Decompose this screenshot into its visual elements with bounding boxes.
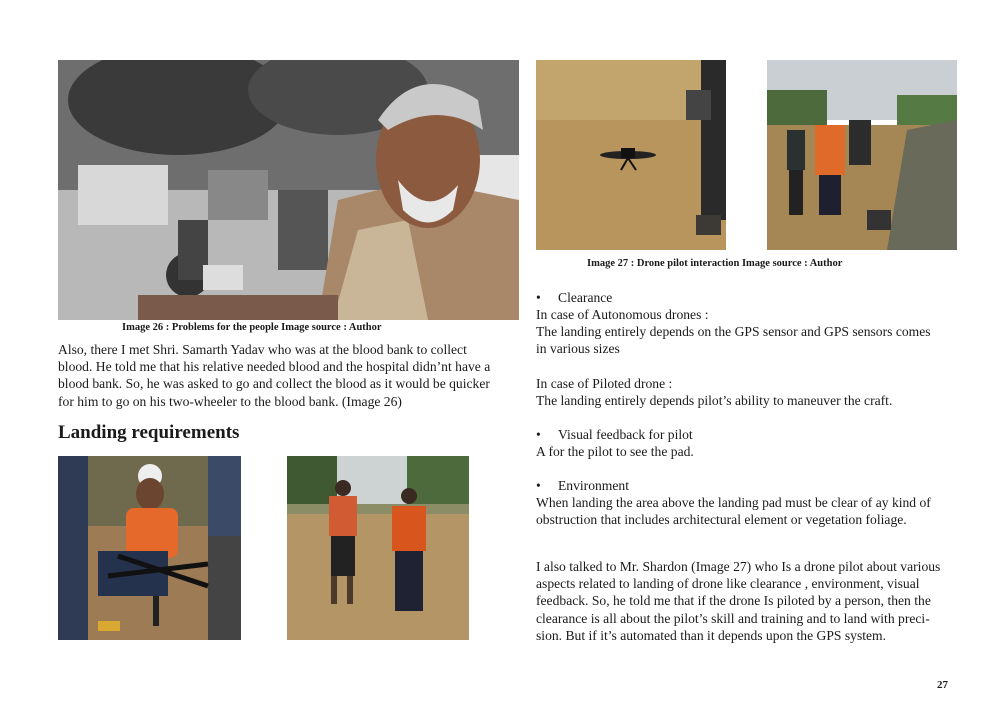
text-line: for him to go on his two-wheeler to the blood bank. (Image 26) xyxy=(58,393,402,409)
bullet-environment xyxy=(536,477,629,494)
text-line: A for the pilot to see the pad. xyxy=(536,444,694,459)
text-line: The landing entirely depends pilot’s ability to maneuver the craft. xyxy=(536,393,893,409)
text-line: blood bank. So, he was asked to go and collect the blood as it would be quicker xyxy=(58,376,490,392)
drone-on-field-photo xyxy=(536,60,726,250)
bullet-icon: • xyxy=(536,427,541,442)
field-pilots-photo xyxy=(287,456,469,640)
text-line: obstruction that includes architectural element or vegetation foliage. xyxy=(536,512,907,528)
text-line: in various sizes xyxy=(536,341,620,357)
visual-paragraph xyxy=(536,443,694,460)
image-26-photo xyxy=(58,60,519,320)
text-line: The landing entirely depends on the GPS sensor and GPS sensors comes xyxy=(536,324,931,340)
team-on-field-photo xyxy=(767,60,957,250)
text-line: In case of Piloted drone : xyxy=(536,376,673,391)
bullet-label: Visual feedback for pilot xyxy=(558,427,693,442)
text-line: aspects related to landing of drone like clearance , environment, visual xyxy=(536,576,920,592)
text-line: blood. He told me that his relative needed blood and the hospital didn’nt have a xyxy=(58,359,491,375)
image-27-caption: Image 27 : Drone pilot interaction Image source : Author xyxy=(587,258,843,269)
text-line: clearance is all about the pilot’s skill and training and to land with preci- xyxy=(536,610,930,626)
bullet-visual-feedback xyxy=(536,426,693,443)
bullet-icon: • xyxy=(536,478,541,493)
bullet-label: Clearance xyxy=(558,290,613,305)
environment-paragraph xyxy=(536,494,931,528)
text-line: In case of Autonomous drones : xyxy=(536,307,709,322)
piloted-paragraph xyxy=(536,375,892,409)
page-number: 27 xyxy=(937,679,948,691)
text-line: I also talked to Mr. Shardon (Image 27) who Is a drone pilot about various xyxy=(536,559,941,574)
text-line: feedback. So, he told me that if the drone Is piloted by a person, then the xyxy=(536,593,931,609)
drone-assembly-photo xyxy=(58,456,241,640)
bullet-icon: • xyxy=(536,290,541,305)
image-26-caption: Image 26 : Problems for the people Image source : Author xyxy=(122,322,382,333)
text-line: sion. But if it’s automated than it depends upon the GPS system. xyxy=(536,627,887,643)
bullet-label: Environment xyxy=(558,478,629,493)
autonomous-paragraph xyxy=(536,306,931,358)
text-line: Also, there I met Shri. Samarth Yadav who was at the blood bank to collect xyxy=(58,342,467,357)
paragraph-samarth-yadav xyxy=(58,341,490,410)
text-line: When landing the area above the landing pad must be clear of ay kind of xyxy=(536,495,931,510)
bullet-clearance xyxy=(536,289,612,306)
shardon-paragraph xyxy=(536,558,940,644)
section-heading: Landing requirements xyxy=(58,422,240,443)
